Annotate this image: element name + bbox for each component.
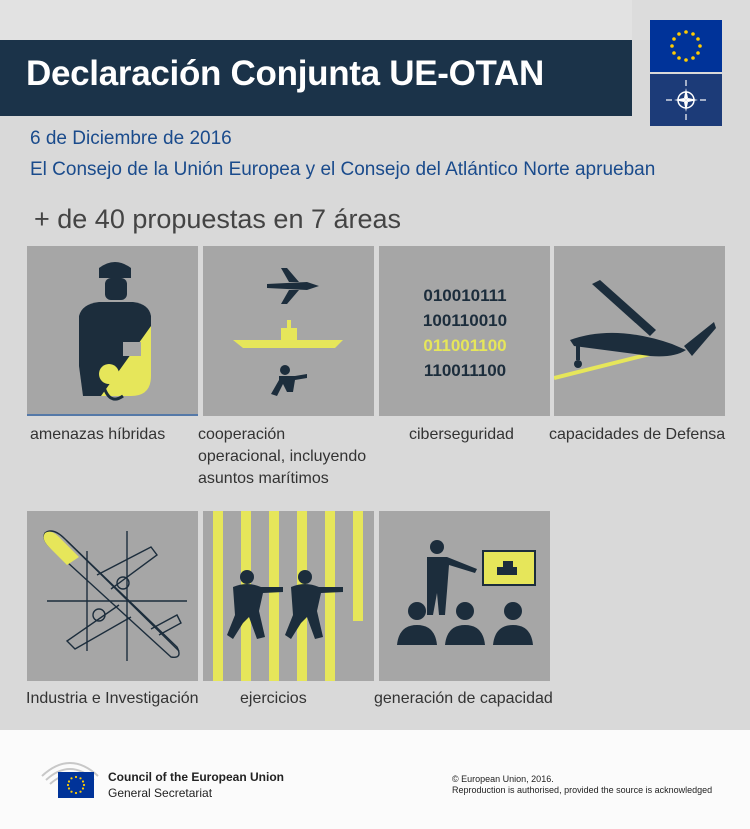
top-strip	[0, 0, 632, 40]
council-department: General Secretariat	[108, 786, 213, 800]
area-label: generación de capacidad	[374, 690, 553, 707]
nato-flag-icon	[650, 74, 722, 126]
council-logo-icon	[40, 746, 100, 802]
area-label: ciberseguridad	[409, 426, 514, 443]
reproduction-notice: Reproduction is authorised, provided the source is acknowledged	[452, 785, 713, 795]
area-label: capacidades de Defensa	[549, 426, 726, 443]
binary-line: 110011100	[423, 361, 507, 380]
aircraft-blueprint-icon	[27, 511, 198, 681]
council-name: Council of the European Union	[108, 770, 284, 784]
area-label: amenazas híbridas	[30, 426, 166, 443]
binary-line: 011001100	[423, 336, 507, 355]
training-presentation-icon	[379, 511, 550, 681]
hybrid-threat-soldier-icon	[27, 246, 198, 416]
binary-line: 100110010	[422, 311, 508, 330]
date-text: 6 de Diciembre de 2016	[30, 128, 232, 149]
binary-line: 010010111	[423, 286, 507, 305]
drone-icon	[554, 246, 725, 416]
binary-code-icon	[379, 246, 550, 416]
area-label: cooperación operacional, incluyendo asuntos marítimos	[198, 426, 367, 487]
jet-ship-soldier-icon	[203, 246, 374, 416]
headline-text: + de 40 propuestas en 7 áreas	[34, 204, 402, 234]
eu-flag-icon	[650, 20, 722, 72]
copyright-text: © European Union, 2016.	[452, 774, 554, 784]
area-label: Industria e Investigación	[26, 690, 199, 707]
soldiers-exercise-icon	[203, 511, 374, 681]
area-label: ejercicios	[240, 690, 307, 707]
page-title: Declaración Conjunta UE-OTAN	[26, 54, 544, 93]
subtitle-text: El Consejo de la Unión Europea y el Consejo del Atlántico Norte aprueban	[30, 159, 656, 180]
